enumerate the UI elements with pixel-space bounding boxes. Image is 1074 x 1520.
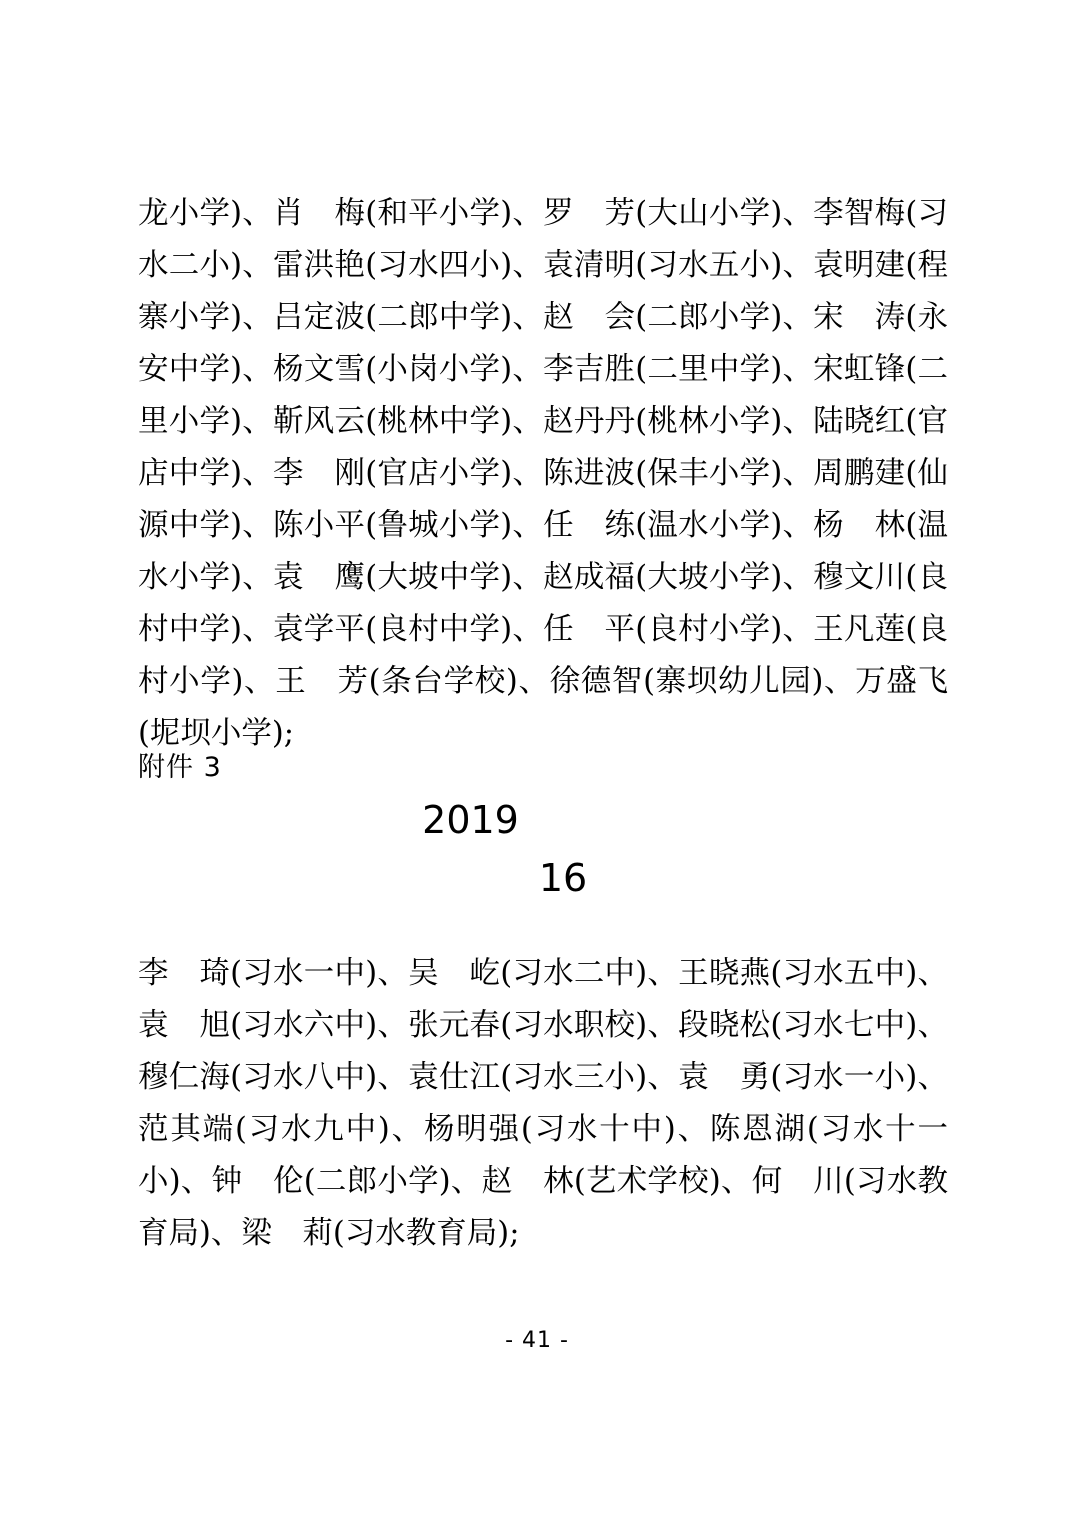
attachment-label: 附件 3	[138, 752, 222, 783]
document-title-line-1: 2019	[422, 798, 519, 842]
document-title-line-2: 16	[538, 856, 588, 900]
paragraph-name-list-second: 李 琦(习水一中)、吴 屹(习水二中)、王晓燕(习水五中)、袁 旭(习水六中)、张元春(习水职校)、段晓松(习水七中)、穆仁海(习水八中)、袁仕江(习水三小)、袁 勇(习水一小)、范其端(习水九中)、杨明强(习水十中)、陈恩湖(习水十一小)、钟 伦(二郎小学)、赵 林(艺术学校)、何 川(习水教育局)、梁 莉(习水教育局);	[138, 956, 948, 1251]
page-number: - 41 -	[505, 1328, 569, 1353]
paragraph-name-list-continued: 龙小学)、肖 梅(和平小学)、罗 芳(大山小学)、李智梅(习水二小)、雷洪艳(习水四小)、袁清明(习水五小)、袁明建(程寨小学)、吕定波(二郎中学)、赵 会(二郎小学)、宋 涛(永安中学)、杨文雪(小岗小学)、李吉胜(二里中学)、宋虹锋(二里小学)、靳风云(桃林中学)、赵丹丹(桃林小学)、陆晓红(官店中学)、李 刚(官店小学)、陈进波(保丰小学)、周鹏建(仙源中学)、陈小平(鲁城小学)、任 练(温水小学)、杨 林(温水小学)、袁 鹰(大坡中学)、赵成福(大坡小学)、穆文川(良村中学)、袁学平(良村中学)、任 平(良村小学)、王凡莲(良村小学)、王 芳(条台学校)、徐德智(寨坝幼儿园)、万盛飞(坭坝小学);	[138, 196, 948, 751]
